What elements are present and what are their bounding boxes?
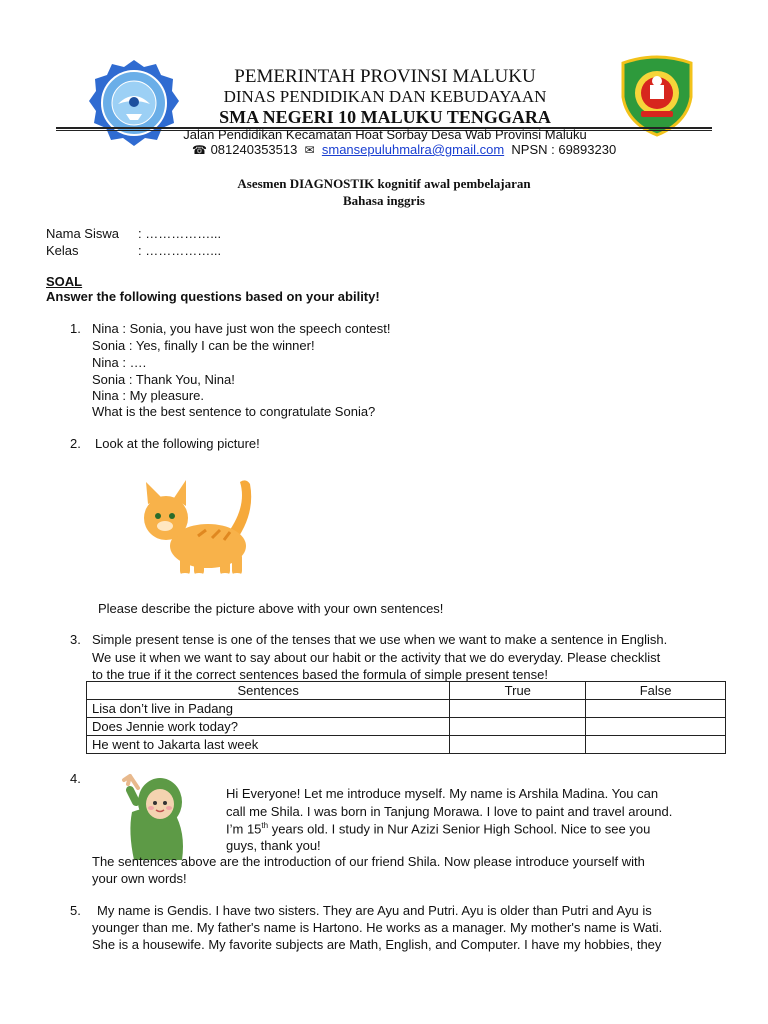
class-field [46, 243, 221, 258]
question-1-line: Nina : …. [92, 355, 147, 370]
question-2-prompt: Please describe the picture above with your own sentences! [98, 601, 444, 616]
question-3-line: We use it when we want to say about our habit or the activity that we do everyday. Please checklist [92, 650, 661, 665]
table-header-cell: True [450, 682, 586, 700]
question-3-number: 3. [70, 632, 81, 647]
true-checkbox-cell[interactable] [450, 700, 586, 718]
question-1-line: Nina : Sonia, you have just won the speech contest! [92, 321, 391, 336]
question-1-line: Nina : My pleasure. [92, 388, 204, 403]
question-4-text: years old. I study in Nur Azizi Senior High School. Nice to see you [268, 821, 651, 837]
question-4-paragraph: Hi Everyone! Let me introduce myself. My name is Arshila Madina. You can [226, 786, 659, 801]
question-4-instruction: The sentences above are the introduction of our friend Shila. Now please introduce yourself with [92, 854, 645, 869]
header-contact [192, 142, 616, 157]
header-department: DINAS PENDIDIKAN DAN KEBUDAYAAN [223, 87, 547, 106]
false-checkbox-cell[interactable] [586, 736, 726, 754]
table-header-row [87, 682, 726, 700]
header-email-link[interactable]: smansepuluhmalra@gmail.com [321, 142, 505, 157]
question-1-question: What is the best sentence to congratulate Sonia? [92, 404, 376, 419]
question-5-line: My name is Gendis. I have two sisters. They are Ayu and Putri. Ayu is older than Putri and Ayu is [97, 903, 652, 918]
header-npsn: NPSN : 69893230 [511, 142, 617, 157]
student-name-label: Nama Siswa [46, 226, 119, 241]
maluku-province-shield-icon [617, 53, 697, 137]
telephone-icon: ☎ [192, 143, 207, 157]
question-3-line: to the true if it the correct sentences based the formula of simple present tense! [92, 667, 548, 682]
question-4-paragraph [226, 821, 650, 836]
question-3-line: Simple present tense is one of the tenses that we use when we want to make a sentence in English. [92, 632, 668, 647]
instruction: Answer the following questions based on your ability! [46, 289, 380, 304]
question-2-number: 2. [70, 436, 81, 451]
sentence-cell: Does Jennie work today? [87, 718, 450, 736]
table-row [87, 700, 726, 718]
table-header-cell: Sentences [87, 682, 450, 700]
true-checkbox-cell[interactable] [450, 736, 586, 754]
email-icon: ✉ [304, 143, 315, 157]
ordinal-suffix: th [261, 821, 269, 830]
header-province: PEMERINTAH PROVINSI MALUKU [234, 66, 536, 87]
tense-checklist-table [86, 681, 726, 754]
question-1-line: Sonia : Thank You, Nina! [92, 372, 235, 387]
student-name-value: : ……………... [138, 226, 222, 241]
student-name-field [46, 226, 221, 241]
hijab-girl-illustration [116, 772, 196, 862]
question-5-line: She is a housewife. My favorite subjects are Math, English, and Computer. I have my hobbies, they [92, 937, 662, 952]
question-4-paragraph: call me Shila. I was born in Tanjung Morawa. I love to paint and travel around. [226, 804, 673, 819]
question-1-number: 1. [70, 321, 81, 336]
soal-heading: SOAL [46, 274, 83, 289]
true-checkbox-cell[interactable] [450, 718, 586, 736]
class-label: Kelas [46, 243, 79, 258]
question-1-line: Sonia : Yes, finally I can be the winner! [92, 338, 315, 353]
sentence-cell: He went to Jakarta last week [87, 736, 450, 754]
table-row [87, 718, 726, 736]
question-4-paragraph: guys, thank you! [226, 838, 321, 853]
cat-illustration [128, 468, 268, 584]
header-phone: 081240353513 [210, 142, 298, 157]
class-value: : ……………... [138, 243, 222, 258]
question-4-number: 4. [70, 771, 81, 786]
false-checkbox-cell[interactable] [586, 718, 726, 736]
header-address: Jalan Pendidikan Kecamatan Hoat Sorbay Desa Wab Provinsi Maluku [183, 127, 587, 142]
question-4-instruction: your own words! [92, 871, 187, 886]
question-5-number: 5. [70, 903, 81, 918]
document-subtitle: Bahasa inggris [343, 193, 425, 208]
table-header-cell: False [586, 682, 726, 700]
question-5-line: younger than me. My father's name is Hartono. He works as a manager. My mother's name is Wati. [92, 920, 663, 935]
table-row [87, 736, 726, 754]
false-checkbox-cell[interactable] [586, 700, 726, 718]
question-4-text: I’m 15 [226, 821, 262, 837]
question-2-intro: Look at the following picture! [95, 436, 260, 451]
sentence-cell: Lisa don’t live in Padang [87, 700, 450, 718]
document-title: Asesmen DIAGNOSTIK kognitif awal pembelajaran [237, 176, 531, 191]
header-school: SMA NEGERI 10 MALUKU TENGGARA [219, 107, 551, 127]
